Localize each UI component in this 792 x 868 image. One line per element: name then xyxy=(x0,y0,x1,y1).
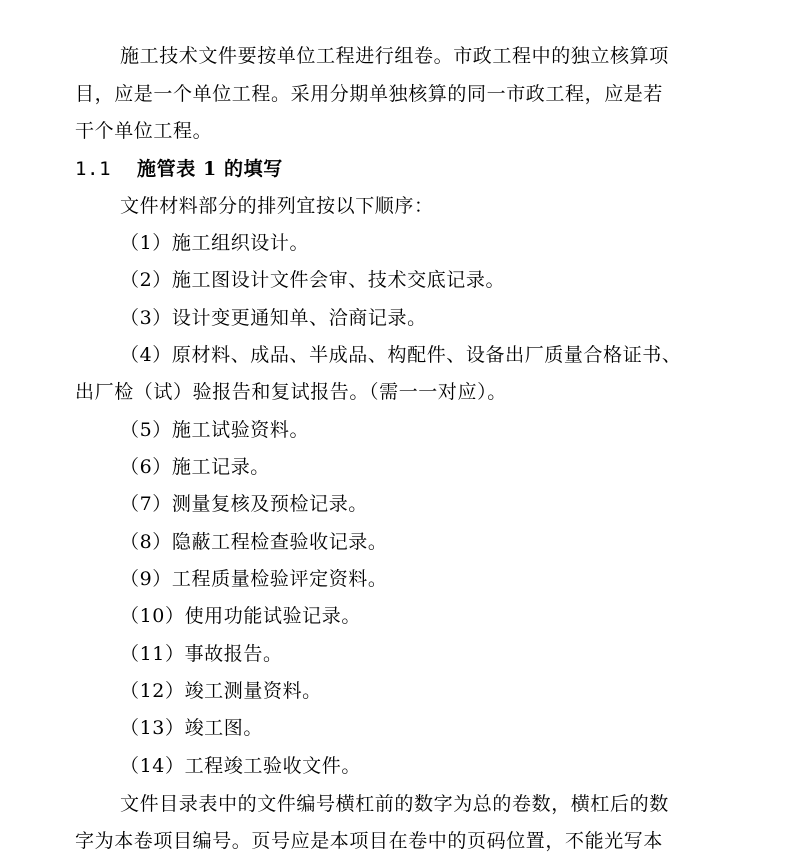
list-item: （9）工程质量检验评定资料。 xyxy=(120,568,388,590)
paragraph-2-line-2: 字为本卷项目编号。页号应是本项目在卷中的页码位置，不能光写本 xyxy=(75,830,664,852)
list-item: （12）竣工测量资料。 xyxy=(120,680,322,702)
list-item: （14）工程竣工验收文件。 xyxy=(120,755,361,777)
paragraph-1-line-2: 目，应是一个单位工程。采用分期单独核算的同一市政工程，应是若 xyxy=(75,83,664,105)
list-item: （7）测量复核及预检记录。 xyxy=(120,493,368,515)
list-item: （8）隐蔽工程检查验收记录。 xyxy=(120,531,388,553)
list-item-continuation: 出厂检（试）验报告和复试报告。（需一一对应）。 xyxy=(75,381,507,403)
section-heading xyxy=(75,156,725,182)
list-item: （3）设计变更通知单、洽商记录。 xyxy=(120,307,427,329)
list-item: （6）施工记录。 xyxy=(120,456,270,478)
paragraph-1-line-3: 干个单位工程。 xyxy=(75,120,213,142)
list-item: （13）竣工图。 xyxy=(120,717,263,739)
intro-text: 文件材料部分的排列宜按以下顺序： xyxy=(120,195,434,217)
list-item: （2）施工图设计文件会审、技术交底记录。 xyxy=(120,269,506,291)
paragraph-2-line-1: 文件目录表中的文件编号横杠前的数字为总的卷数，横杠后的数 xyxy=(120,793,669,815)
list-item: （1）施工组织设计。 xyxy=(120,232,310,254)
list-item: （5）施工试验资料。 xyxy=(120,419,310,441)
list-item: （4）原材料、成品、半成品、构配件、设备出厂质量合格证书、 xyxy=(120,344,682,366)
list-item: （10）使用功能试验记录。 xyxy=(120,605,361,627)
section-title: 施管表 1 的填写 xyxy=(137,158,283,180)
list-item: （11）事故报告。 xyxy=(120,643,283,665)
section-number: 1.1 xyxy=(75,158,112,180)
paragraph-1-line-1: 施工技术文件要按单位工程进行组卷。市政工程中的独立核算项 xyxy=(120,45,669,67)
